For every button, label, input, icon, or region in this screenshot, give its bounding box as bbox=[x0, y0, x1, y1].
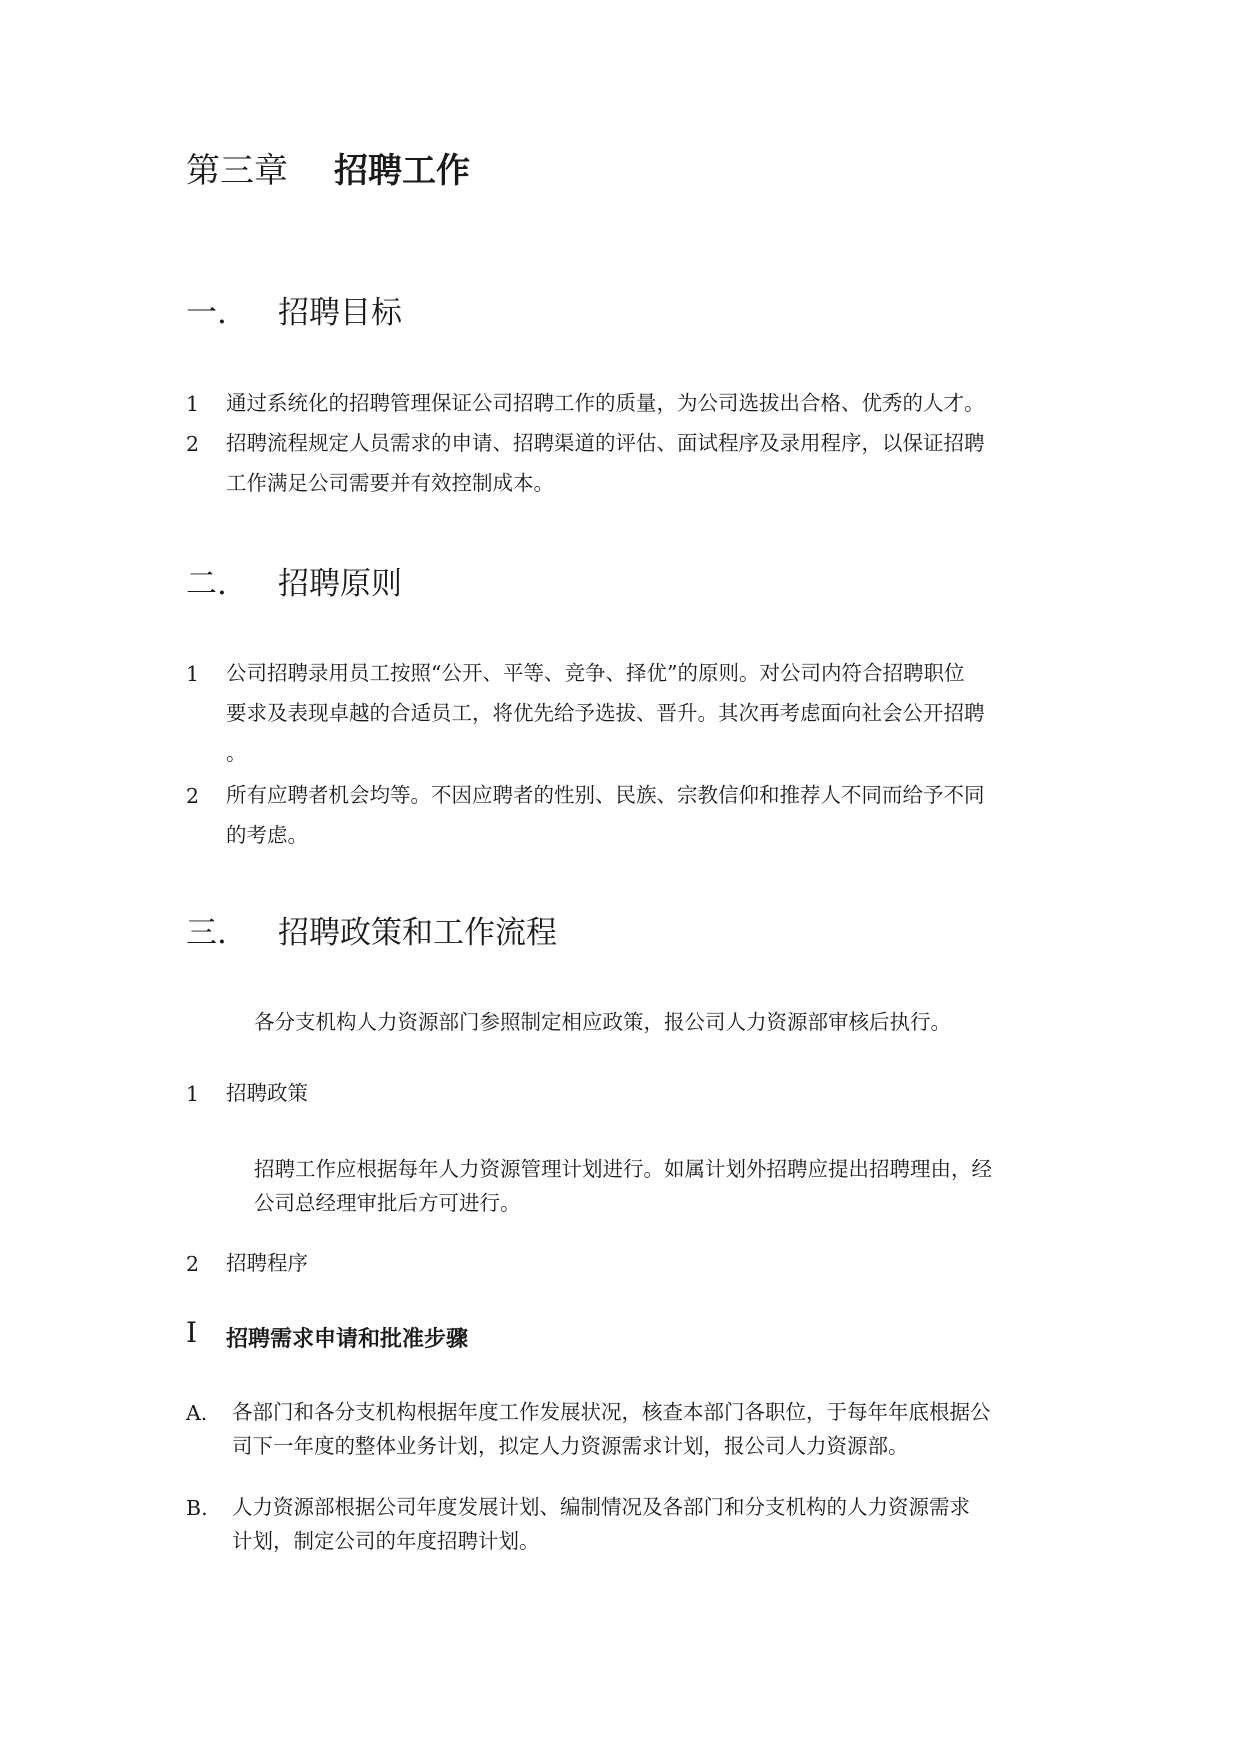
step1-itemA-line2: 司下一年度的整体业务计划，拟定人力资源需求计划，报公司人力资源部。 bbox=[232, 1434, 909, 1458]
section1-item1-text: 通过系统化的招聘管理保证公司招聘工作的质量，为公司选拔出合格、优秀的人才。 bbox=[226, 391, 985, 415]
step1-itemB-line1: 人力资源部根据公司年度发展计划、编制情况及各部门和分支机构的人力资源需求 bbox=[232, 1495, 970, 1519]
section1-item2-line1: 招聘流程规定人员需求的申请、招聘渠道的评估、面试程序及录用程序，以保证招聘 bbox=[226, 431, 985, 455]
section2-item2-line2: 的考虑。 bbox=[226, 823, 308, 847]
section2-item1-number: 1 bbox=[186, 662, 200, 686]
step1-roman-numeral: I bbox=[186, 1316, 198, 1349]
section2-item2-line1: 所有应聘者机会均等。不因应聘者的性别、民族、宗教信仰和推荐人不同而给予不同 bbox=[226, 783, 985, 807]
section3-number: 三. bbox=[186, 915, 227, 951]
section1-item1-number: 1 bbox=[186, 392, 200, 416]
section2-number: 二. bbox=[186, 566, 227, 602]
section2-item1-line1: 公司招聘录用员工按照“公开、平等、竞争、择优”的原则。对公司内符合招聘职位 bbox=[226, 661, 965, 685]
section2-item1-line2: 要求及表现卓越的合适员工，将优先给予选拔、晋升。其次再考虑面向社会公开招聘 bbox=[226, 701, 985, 725]
step1-itemB-letter: B. bbox=[186, 1496, 208, 1520]
section2-item2-number: 2 bbox=[186, 784, 200, 808]
section1-item2-number: 2 bbox=[186, 432, 200, 456]
subsection1-title: 招聘政策 bbox=[226, 1081, 308, 1105]
section1-number: 一. bbox=[186, 295, 227, 331]
subsection1-number: 1 bbox=[186, 1082, 200, 1106]
section1-item2-line2: 工作满足公司需要并有效控制成本。 bbox=[226, 471, 554, 495]
section3-intro: 各分支机构人力资源部门参照制定相应政策，报公司人力资源部审核后执行。 bbox=[254, 1010, 951, 1034]
section2-title: 招聘原则 bbox=[278, 566, 402, 602]
section1-title: 招聘目标 bbox=[278, 295, 402, 331]
step1-title: 招聘需求申请和批准步骤 bbox=[226, 1326, 469, 1352]
chapter-number: 第三章 bbox=[186, 151, 288, 191]
step1-itemA-line1: 各部门和各分支机构根据年度工作发展状况，核查本部门各职位，于每年年底根据公 bbox=[232, 1400, 991, 1424]
chapter-title: 招聘工作 bbox=[334, 151, 470, 191]
subsection2-number: 2 bbox=[186, 1252, 200, 1276]
subsection1-body-line2: 公司总经理审批后方可进行。 bbox=[254, 1191, 521, 1215]
section2-item1-line3: 。 bbox=[226, 741, 247, 765]
step1-itemB-line2: 计划，制定公司的年度招聘计划。 bbox=[232, 1529, 540, 1553]
step1-itemA-letter: A. bbox=[186, 1401, 208, 1425]
section3-title: 招聘政策和工作流程 bbox=[278, 915, 557, 951]
subsection2-title: 招聘程序 bbox=[226, 1251, 308, 1275]
subsection1-body-line1: 招聘工作应根据每年人力资源管理计划进行。如属计划外招聘应提出招聘理由，经 bbox=[254, 1157, 992, 1181]
